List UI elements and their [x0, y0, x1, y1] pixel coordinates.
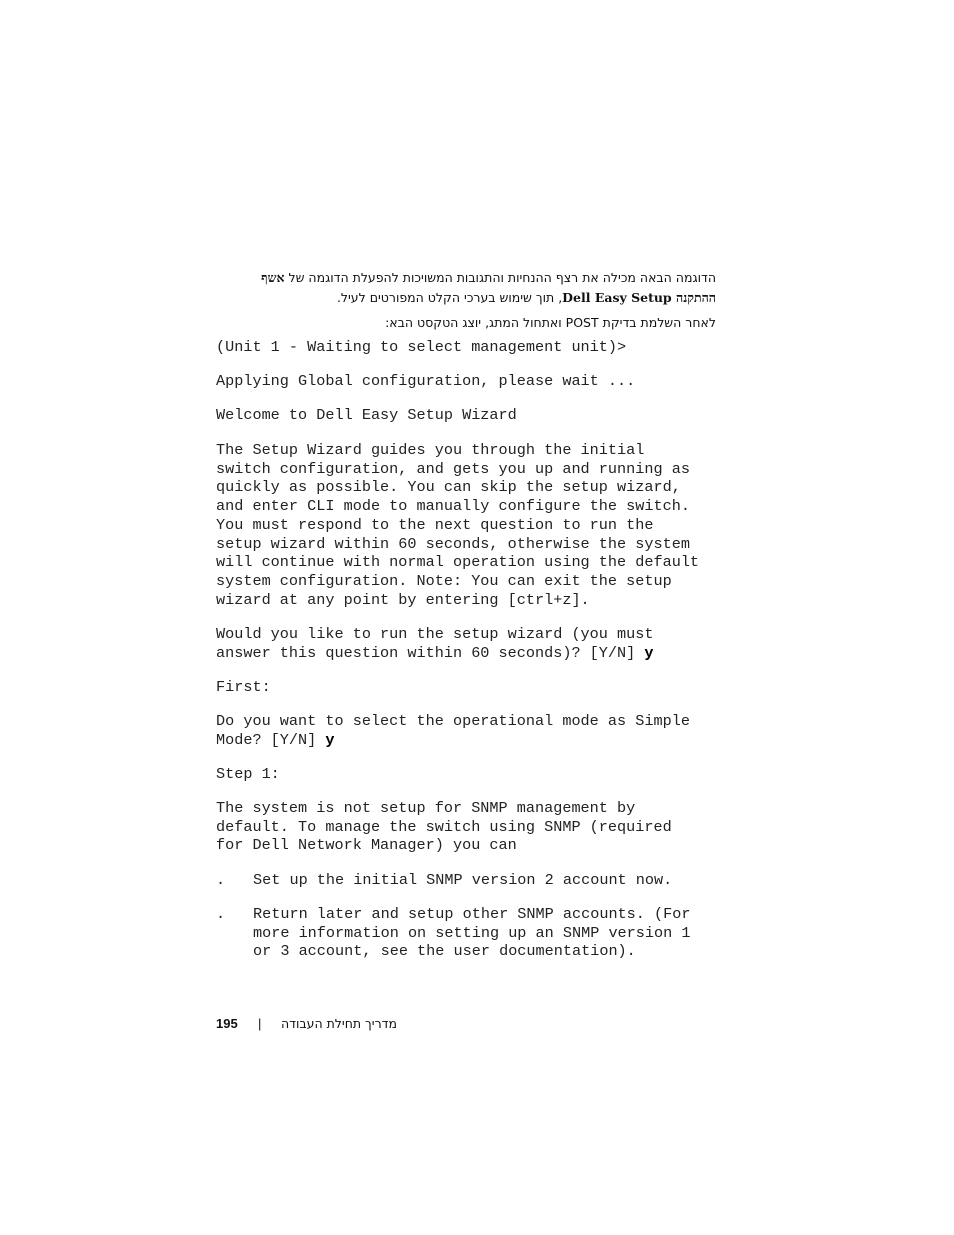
intro-line-3: לאחר השלמת בדיקת POST ואתחול המתג, יוצג הטקסט הבא: [385, 315, 716, 330]
bullet-dot: . [216, 871, 226, 889]
intro-line-1-text: הדוגמה הבאה מכילה את רצף ההנחיות והתגובות המשויכות להפעלת הדוגמה של [284, 270, 716, 285]
terminal-guide: The Setup Wizard guides you through the initial switch configuration, and gets you up and running as quickly as possible. You can skip the setup wizard, and enter CLI mode to manually configure the switch. You must respond to the next question to run the setup wizard within 60 seconds, otherwise the system will continue with normal operation using the default system configuration. Note: You can exit the setup wizard at any point by entering [ctrl+z]. [216, 441, 700, 609]
bullet-dot: . [216, 905, 226, 923]
terminal-welcome: Welcome to Dell Easy Setup Wizard [216, 406, 517, 424]
terminal-applying: Applying Global configuration, please wait ... [216, 372, 636, 390]
terminal-snmp-intro: The system is not setup for SNMP management by default. To manage the switch using SNMP (required for Dell Network Manager) you can [216, 799, 672, 855]
intro-line-2-bold: ההתקנה Dell Easy Setup [562, 290, 716, 305]
terminal-step-1: Step 1: [216, 765, 280, 783]
bullet-text: Return later and setup other SNMP accounts. (For more information on setting up an SNMP version 1 or 3 account, see the user documentation). [253, 905, 691, 961]
terminal-mode [216, 712, 690, 749]
terminal-run-wizard [216, 625, 653, 662]
run-wizard-answer: y [644, 643, 654, 662]
run-wizard-prompt: Would you like to run the setup wizard (you must answer this question within 60 seconds)? [Y/N] [216, 625, 654, 662]
mode-answer: y [325, 730, 335, 749]
bullet-text: Set up the initial SNMP version 2 account now. [253, 871, 673, 889]
intro-line-2 [196, 288, 716, 307]
page-number: 195 [216, 1016, 238, 1031]
intro-line-1 [196, 268, 716, 287]
footer-title: מדריך תחילת העבודה [281, 1016, 397, 1031]
intro-line-1-bold: אשף [261, 270, 285, 285]
mode-prompt: Do you want to select the operational mode as Simple Mode? [Y/N] [216, 712, 690, 749]
terminal-first: First: [216, 678, 271, 696]
terminal-waiting: (Unit 1 - Waiting to select management unit)> [216, 338, 627, 356]
intro-line-2-text: , תוך שימוש בערכי הקלט המפורטים לעיל. [336, 290, 563, 305]
footer-separator: | [258, 1016, 262, 1031]
